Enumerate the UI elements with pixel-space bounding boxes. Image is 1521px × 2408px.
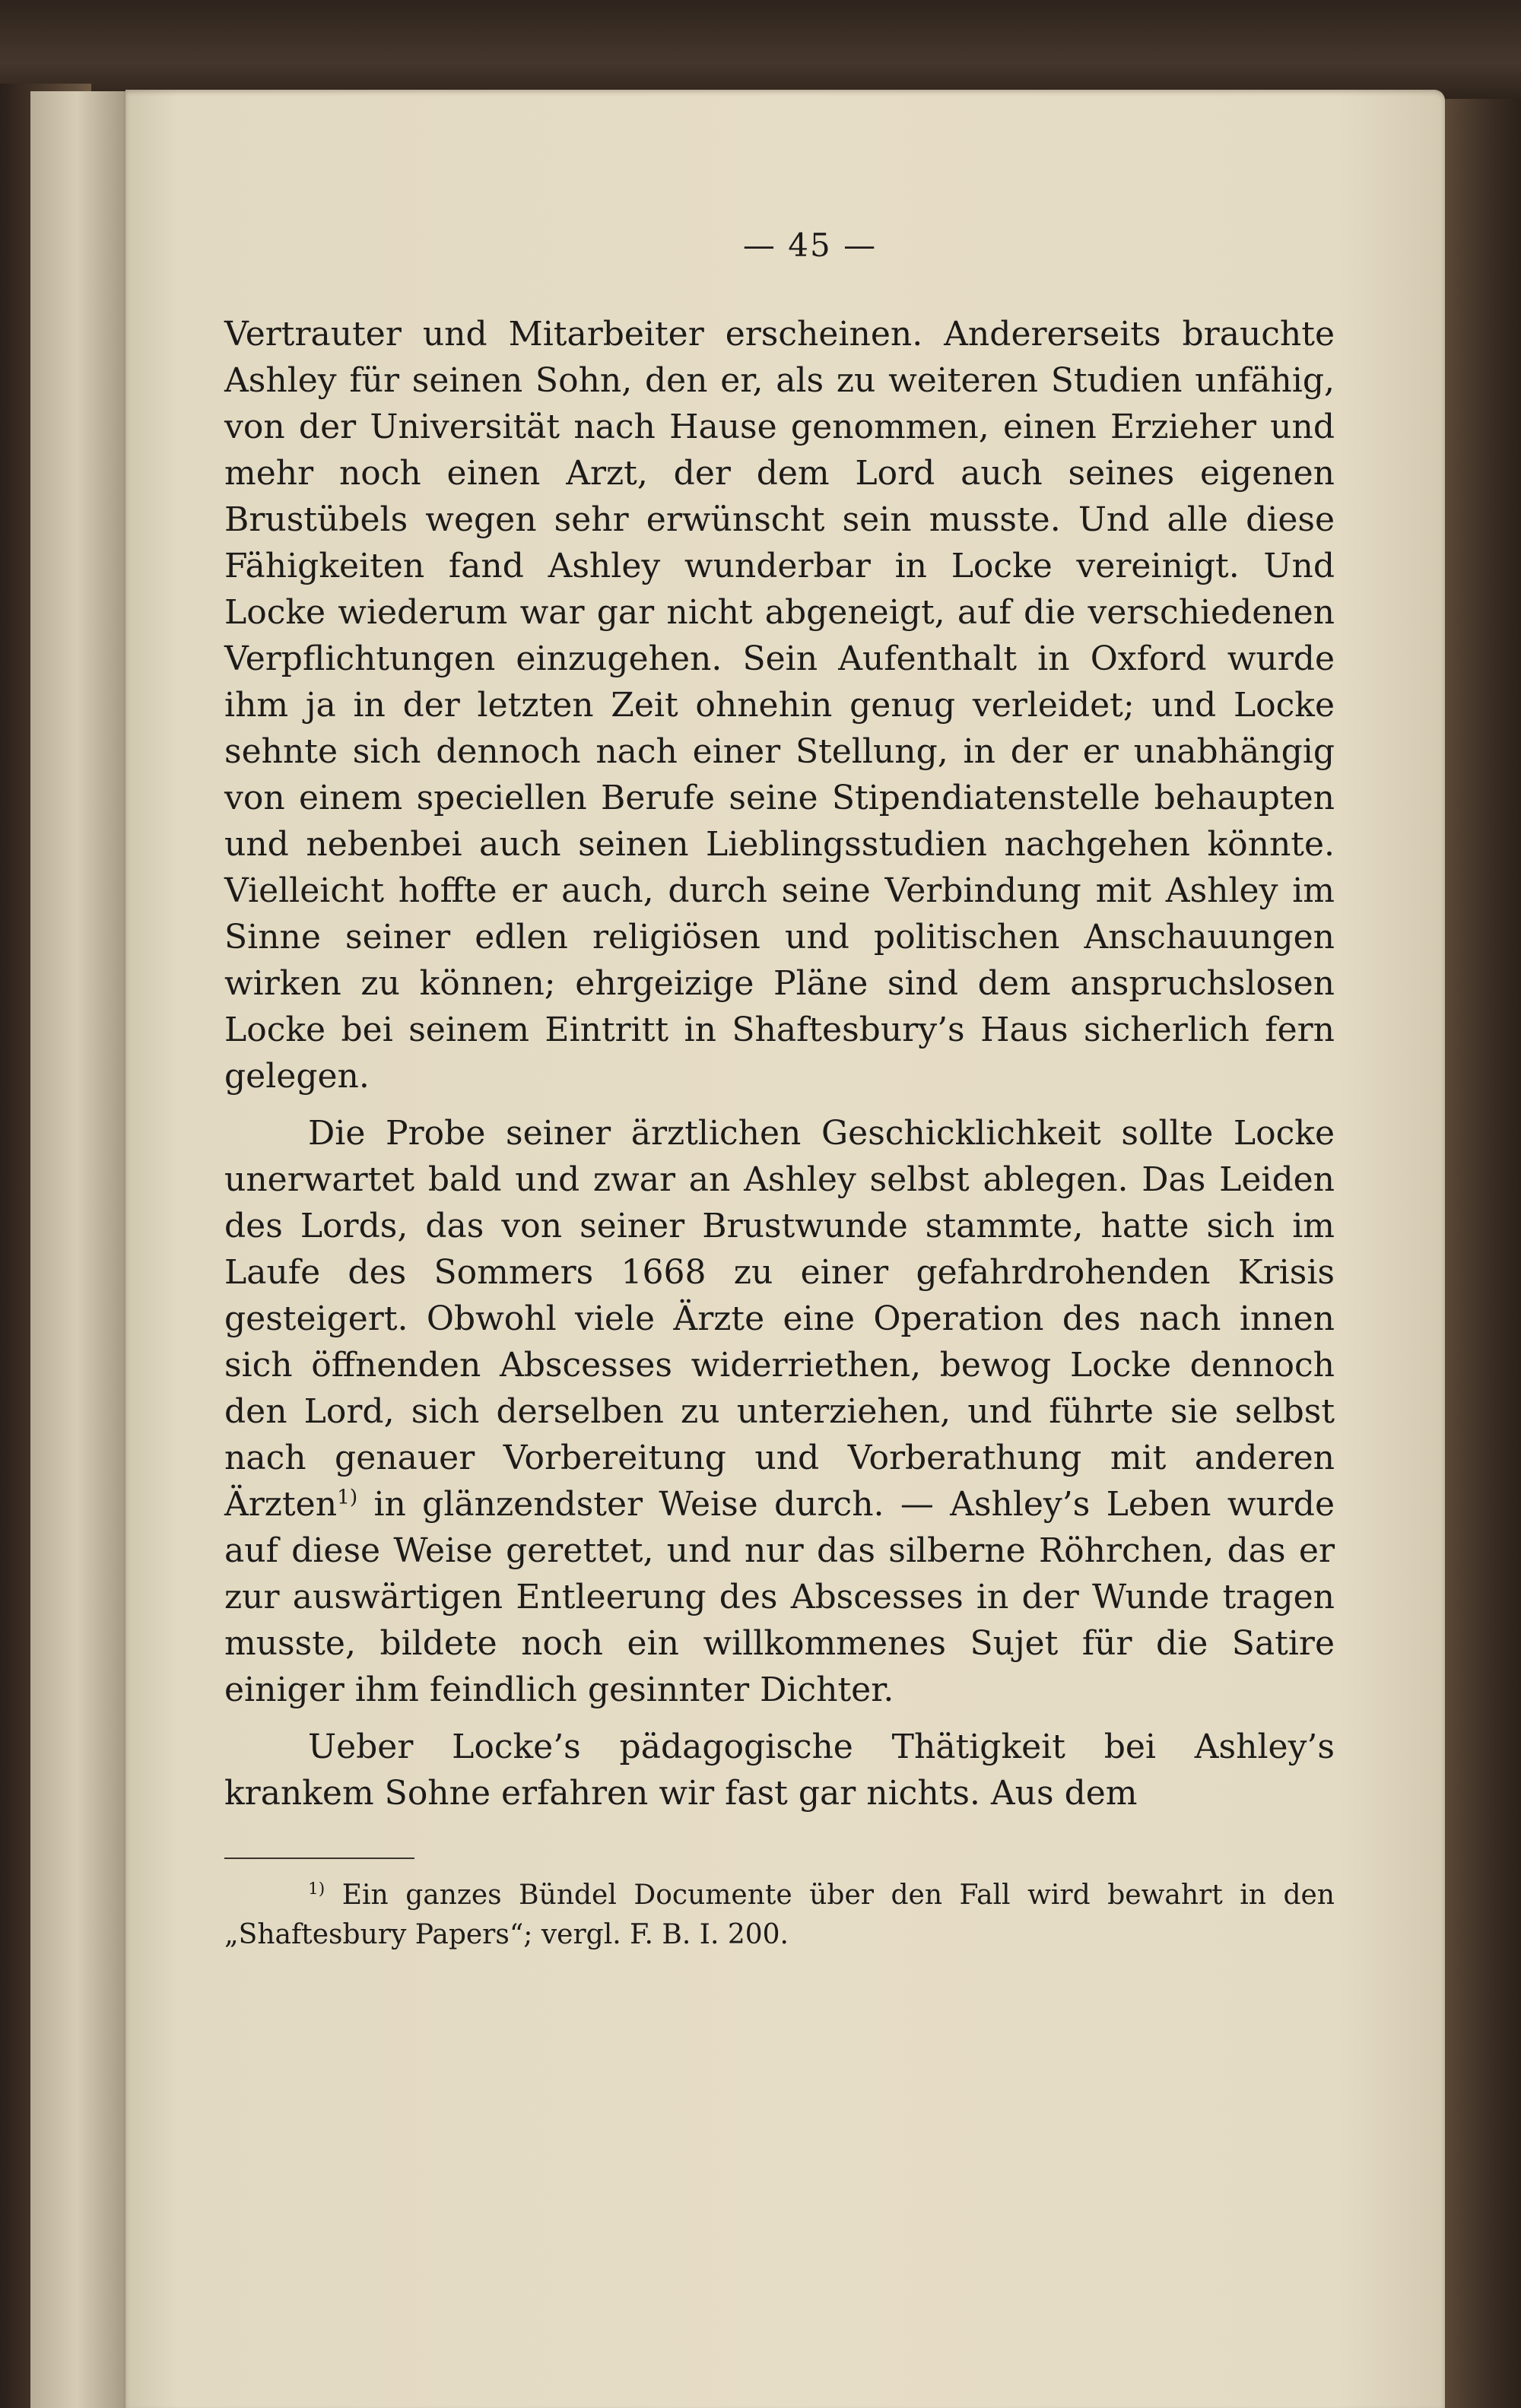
- footnote: [224, 1876, 1335, 1955]
- page-content: [224, 227, 1335, 1955]
- book-cover-right-edge: [1445, 99, 1521, 2408]
- footnote-divider: [224, 1858, 414, 1859]
- footnote-text: Ein ganzes Bündel Documente über den Fall wird bewahrt in den „Shaftesbury Papers“; vergl. F. B. I. 200.: [224, 1880, 1335, 1950]
- footnote-reference: 1): [337, 1485, 358, 1509]
- footnote-marker: 1): [308, 1880, 325, 1899]
- book-page: [125, 90, 1445, 2408]
- page-number: — 45 —: [742, 227, 878, 264]
- paragraph-1: Vertrauter und Mitarbeiter erscheinen. Andererseits brauchte Ashley für seinen Sohn, den er, als zu weiteren Studien unfähig, von der Universität nach Hause genommen, einen Erzieher und mehr noch einen Arzt, der dem Lord auch seines eigenen Brustübels wegen sehr erwünscht sein musste. Und alle diese Fähigkeiten fand Ashley wunderbar in Locke vereinigt. Und Locke wiederum war gar nicht abgeneigt, auf die verschiedenen Verpflichtungen einzugehen. Sein Aufenthalt in Oxford wurde ihm ja in der letzten Zeit ohnehin genug verleidet; und Locke sehnte sich dennoch nach einer Stellung, in der er unabhängig von einem speciellen Berufe seine Stipendiatenstelle behaupten und nebenbei auch seinen Lieblingsstudien nachgehen könnte. Vielleicht hoffte er auch, durch seine Verbindung mit Ashley im Sinne seiner edlen religiösen und politischen Anschauungen wirken zu können; ehrgeizige Pläne sind dem anspruchslosen Locke bei seinem Eintritt in Shaftesbury’s Haus sicherlich fern gelegen.: [224, 315, 1335, 1096]
- paragraph-2: [224, 1110, 1335, 1713]
- paragraph-2-continued: in glänzendster Weise durch. — Ashley’s Leben wurde auf diese Weise gerettet, und nur das silberne Röhrchen, das er zur auswärtigen Entleerung des Abscesses in der Wunde tragen musste, bildete noch ein willkommenes Sujet für die Satire einiger ihm feindlich gesinnter Dichter.: [224, 1485, 1335, 1709]
- left-page-edge: [30, 91, 133, 2408]
- paragraph-3: Ueber Locke’s pädagogische Thätigkeit bei Ashley’s krankem Sohne erfahren wir fast gar nichts. Aus dem: [224, 1727, 1335, 1813]
- paragraph-2-text: Die Probe seiner ärztlichen Geschicklichkeit sollte Locke unerwartet bald und zwar an Ashley selbst ablegen. Das Leiden des Lords, das von seiner Brustwunde stammte, hatte sich im Laufe des Sommers 1668 zu einer gefahrdrohenden Krisis gesteigert. Obwohl viele Ärzte eine Operation des nach innen sich öffnenden Abscesses widerriethen, bewog Locke dennoch den Lord, sich derselben zu unterziehen, und führte sie selbst nach genauer Vorbereitung und Vorberathung mit anderen Ärzten: [224, 1114, 1335, 1524]
